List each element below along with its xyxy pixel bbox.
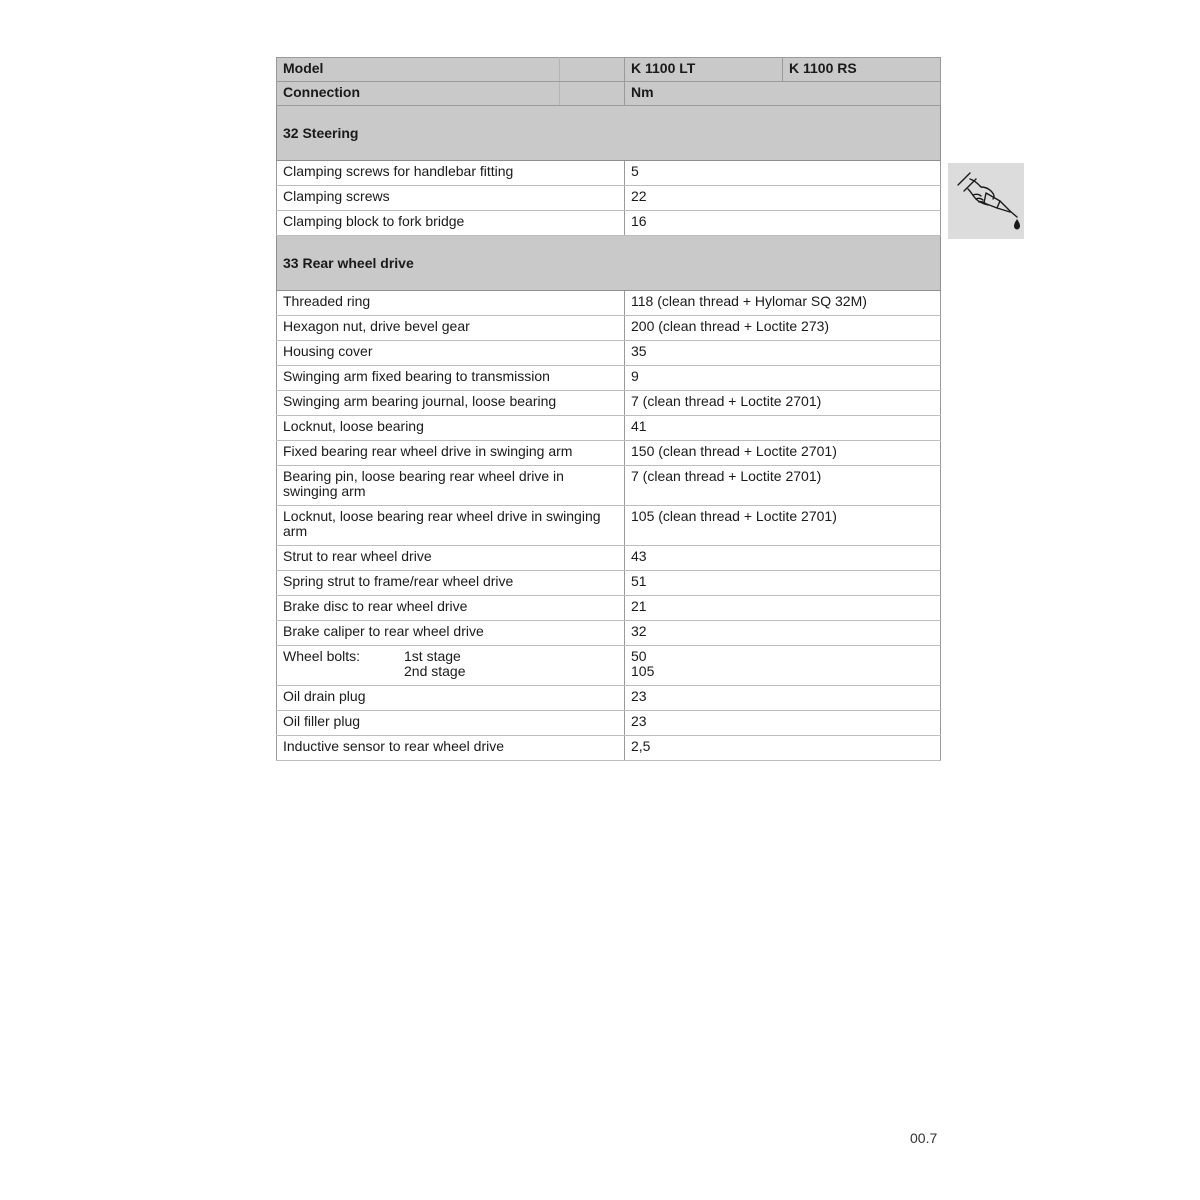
table-row [277,506,941,546]
connection-cell: Spring strut to frame/rear wheel drive [277,571,625,596]
table-row [277,571,941,596]
table-row [277,211,941,236]
torque-cell: 21 [625,596,941,621]
model-k1100rs: K 1100 RS [783,58,941,82]
torque-cell: 32 [625,621,941,646]
connection-cell: Threaded ring [277,291,625,316]
table-row [277,341,941,366]
table-row [277,441,941,466]
table-row [277,291,941,316]
header-row-connection [277,82,941,106]
torque-cell: 22 [625,186,941,211]
connection-cell: Locknut, loose bearing rear wheel drive in swinging arm [277,506,625,546]
section-title: 33 Rear wheel drive [277,236,941,291]
table-row [277,466,941,506]
torque-spec-table [276,57,941,761]
connection-cell [277,646,625,686]
torque-cell: 35 [625,341,941,366]
torque-cell: 118 (clean thread + Hylomar SQ 32M) [625,291,941,316]
connection-cell: Oil drain plug [277,686,625,711]
torque-cell: 105 (clean thread + Loctite 2701) [625,506,941,546]
torque-cell: 5 [625,161,941,186]
table-row [277,596,941,621]
table-row-wheel-bolts [277,646,941,686]
connection-cell: Clamping screws for handlebar fitting [277,161,625,186]
connection-cell: Clamping screws [277,186,625,211]
wheel-bolts-stage-2: 2nd stage [404,663,466,679]
torque-cell: 23 [625,711,941,736]
connection-label: Connection [277,82,560,106]
connection-cell: Oil filler plug [277,711,625,736]
connection-cell: Brake caliper to rear wheel drive [277,621,625,646]
connection-cell: Swinging arm fixed bearing to transmission [277,366,625,391]
connection-cell: Brake disc to rear wheel drive [277,596,625,621]
torque-cell: 200 (clean thread + Loctite 273) [625,316,941,341]
table-row [277,686,941,711]
torque-cell: 7 (clean thread + Loctite 2701) [625,391,941,416]
torque-cell: 2,5 [625,736,941,761]
connection-cell: Swinging arm bearing journal, loose bearing [277,391,625,416]
model-label-spacer [560,58,625,82]
torque-cell: 16 [625,211,941,236]
torque-cell: 7 (clean thread + Loctite 2701) [625,466,941,506]
page-number: 00.7 [910,1130,938,1146]
torque-cell [625,646,941,686]
connection-label-spacer [560,82,625,106]
table-row [277,161,941,186]
section-header-rear-wheel-drive [277,236,941,291]
connection-cell: Fixed bearing rear wheel drive in swinging arm [277,441,625,466]
table-row [277,366,941,391]
table-row [277,416,941,441]
torque-cell: 9 [625,366,941,391]
table-row [277,711,941,736]
section-header-steering [277,106,941,161]
table-row [277,546,941,571]
section-title: 32 Steering [277,106,941,161]
wheel-bolts-stage-1: 1st stage [404,648,461,664]
torque-cell: 150 (clean thread + Loctite 2701) [625,441,941,466]
wheel-bolts-label: Wheel bolts: [283,648,361,664]
unit-label: Nm [625,82,941,106]
wheel-bolts-value-1: 50 [631,648,647,664]
hand-oil-can-icon [948,163,1024,239]
connection-cell: Hexagon nut, drive bevel gear [277,316,625,341]
torque-cell: 23 [625,686,941,711]
connection-cell: Bearing pin, loose bearing rear wheel drive in swinging arm [277,466,625,506]
header-row-model [277,58,941,82]
torque-cell: 41 [625,416,941,441]
torque-cell: 43 [625,546,941,571]
wheel-bolts-stages [404,649,466,679]
connection-cell: Inductive sensor to rear wheel drive [277,736,625,761]
model-k1100lt: K 1100 LT [625,58,783,82]
table-row [277,391,941,416]
table-row [277,186,941,211]
model-label: Model [277,58,560,82]
table-row [277,316,941,341]
connection-cell: Housing cover [277,341,625,366]
connection-cell: Locknut, loose bearing [277,416,625,441]
table-row [277,736,941,761]
connection-cell: Strut to rear wheel drive [277,546,625,571]
torque-cell: 51 [625,571,941,596]
connection-cell: Clamping block to fork bridge [277,211,625,236]
wheel-bolts-value-2: 105 [631,663,655,679]
table-row [277,621,941,646]
